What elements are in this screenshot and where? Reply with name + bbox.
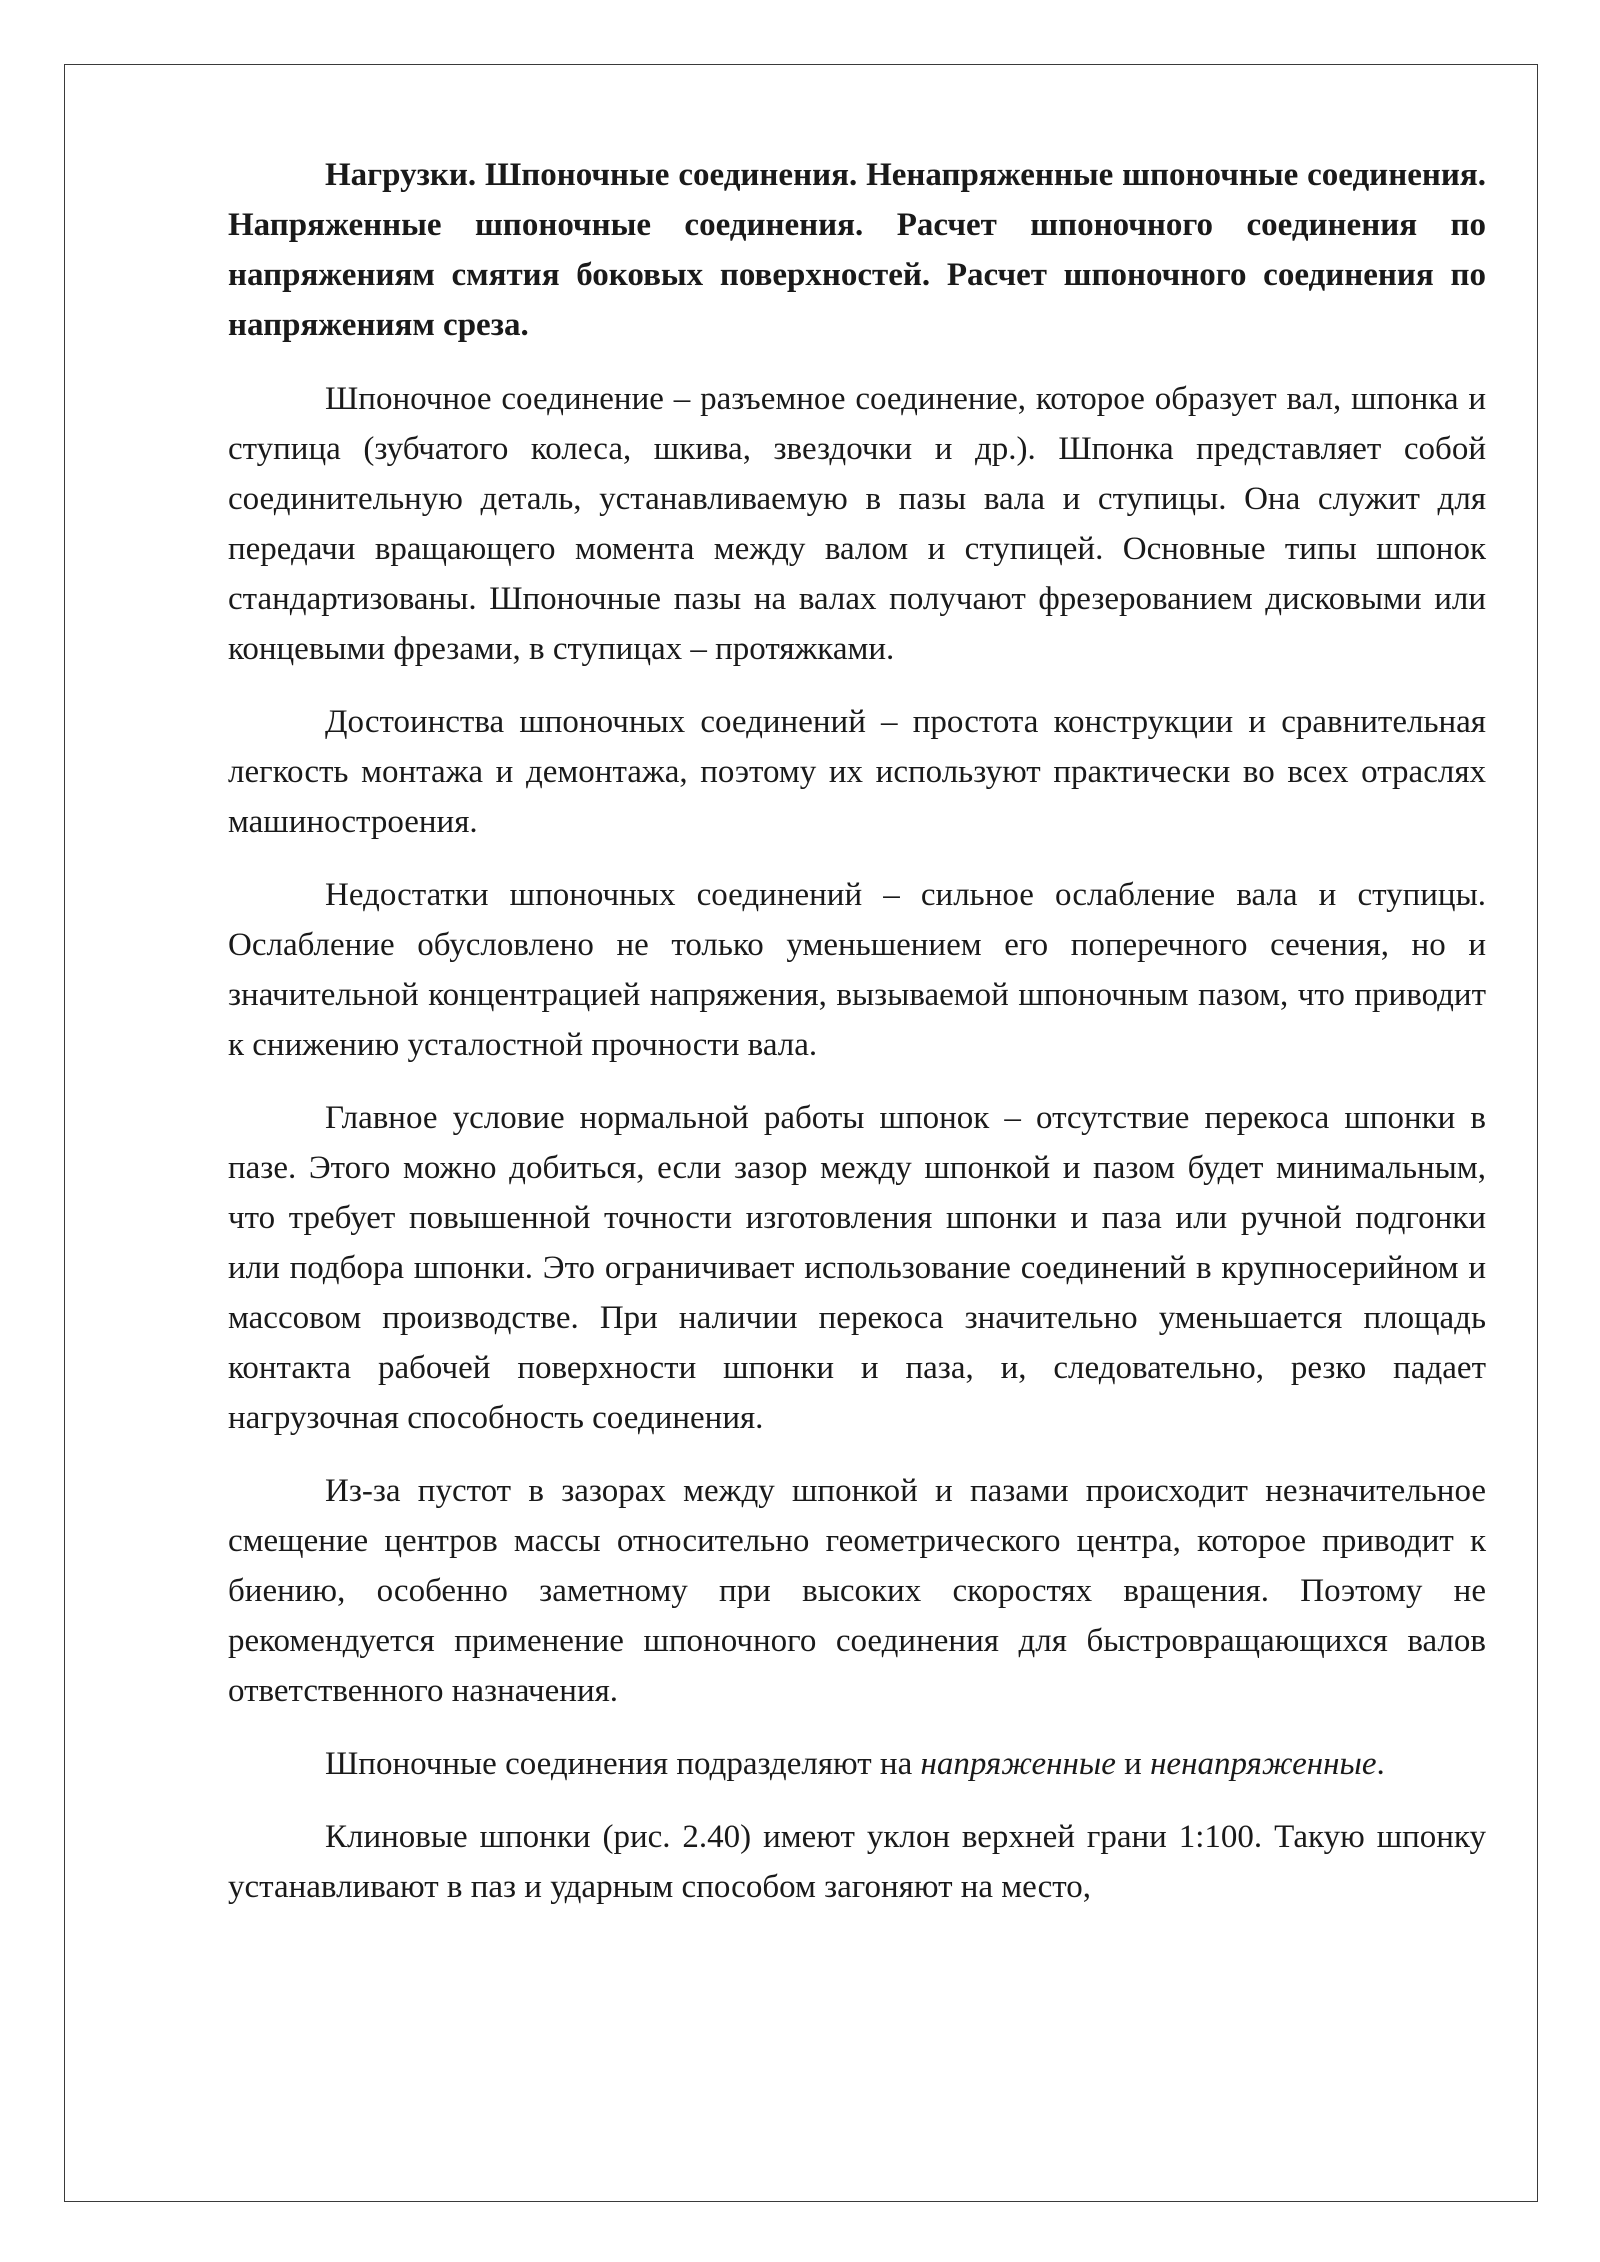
division-lead: Шпоночные соединения подразделяют на xyxy=(325,1746,921,1782)
paragraph-main-condition: Главное условие нормальной работы шпонок – отсутствие перекоса шпонки в пазе. Этого можно добиться, если зазор между шпонкой и пазом будет минимальным, что требует повышенной точности изготовления шпонки и паза или ручной подгонки или подбора шпонки. Это ограничивает использование соединений в крупносерийном и массовом производстве. При наличии перекоса значительно уменьшается площадь контакта рабочей поверхности шпонки и паза, и, следовательно, резко падает нагрузочная способность соединения. xyxy=(228,1100,1486,1436)
paragraph-wedge-keys: Клиновые шпонки (рис. 2.40) имеют уклон верхней грани 1:100. Такую шпонку устанавливают в паз и ударным способом загоняют на место, xyxy=(228,1819,1486,1905)
section-heading: Нагрузки. Шпоночные соединения. Ненапряженные шпоночные соединения. Напряженные шпоночные соединения. Расчет шпоночного соединения по напряжениям смятия боковых поверхностей. Расчет шпоночного соединения по напряжениям среза. xyxy=(228,157,1486,343)
division-end: . xyxy=(1376,1746,1385,1782)
document-body xyxy=(228,150,1486,1912)
term-tensioned: напряженные xyxy=(920,1746,1116,1782)
division-conjunction: и xyxy=(1115,1746,1151,1782)
paragraph-definition: Шпоночное соединение – разъемное соединение, которое образует вал, шпонка и ступица (зубчатого колеса, шкива, звездочки и др.). Шпонка представляет собой соединительную деталь, устанавливаемую в пазы вала и ступицы. Она служит для передачи вращающего момента между валом и ступицей. Основные типы шпонок стандартизованы. Шпоночные пазы на валах получают фрезерованием дисковыми или концевыми фрезами, в ступицах – протяжками. xyxy=(228,381,1486,667)
paragraph-advantages: Достоинства шпоночных соединений – простота конструкции и сравнительная легкость монтажа и демонтажа, поэтому их используют практически во всех отраслях машиностроения. xyxy=(228,704,1486,840)
paragraph-division xyxy=(228,1739,1486,1789)
term-untensioned: ненапряженные xyxy=(1150,1746,1377,1782)
paragraph-disadvantages: Недостатки шпоночных соединений – сильное ослабление вала и ступицы. Ослабление обусловлено не только уменьшением его поперечного сечения, но и значительной концентрацией напряжения, вызываемой шпоночным пазом, что приводит к снижению усталостной прочности вала. xyxy=(228,877,1486,1063)
paragraph-voids: Из-за пустот в зазорах между шпонкой и пазами происходит незначительное смещение центров массы относительно геометрического центра, которое приводит к биению, особенно заметному при высоких скоростях вращения. Поэтому не рекомендуется применение шпоночного соединения для быстровращающихся валов ответственного назначения. xyxy=(228,1473,1486,1709)
